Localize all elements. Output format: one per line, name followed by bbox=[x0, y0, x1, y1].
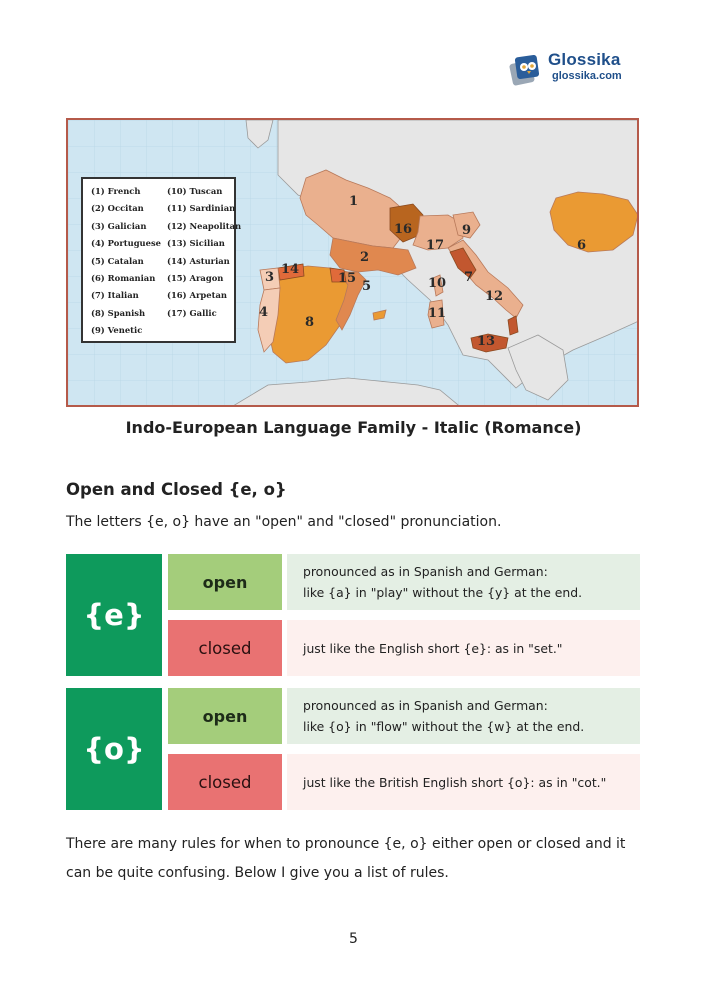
legend-column-left bbox=[91, 185, 161, 342]
legend-item: (16) Arpetan bbox=[167, 290, 227, 301]
map-label-portuguese: 4 bbox=[259, 305, 269, 320]
vowel-e-open-description bbox=[287, 554, 640, 610]
open-description-line1: pronounced as in Spanish and German: bbox=[303, 698, 548, 713]
map-label-neapolitan: 12 bbox=[485, 289, 504, 304]
vowel-e-closed-label: closed bbox=[168, 620, 282, 676]
map-label-venetic: 9 bbox=[462, 223, 472, 238]
legend-item: (17) Gallic bbox=[167, 307, 217, 318]
open-description-line2: like {o} in "flow" without the {w} at the end. bbox=[303, 719, 585, 734]
map-label-romanian: 6 bbox=[577, 238, 587, 253]
vowel-o-closed-description bbox=[287, 754, 640, 810]
open-description-line2: like {a} in "play" without the {y} at the end. bbox=[303, 585, 583, 600]
map-label-arpetan: 16 bbox=[394, 222, 413, 237]
map-label-sardinian: 11 bbox=[428, 306, 447, 321]
open-label-text: open bbox=[202, 572, 248, 592]
closed-description-text: just like the British English short {o}: as in "cot." bbox=[303, 774, 607, 790]
legend-item: (14) Asturian bbox=[167, 255, 230, 266]
map-label-aragon: 15 bbox=[338, 271, 357, 286]
legend-item: (1) French bbox=[91, 186, 141, 196]
map-label-tuscan: 10 bbox=[428, 276, 447, 291]
open-label-text: open bbox=[202, 706, 248, 726]
romance-languages-map bbox=[66, 118, 639, 407]
legend-item: (10) Tuscan bbox=[167, 186, 223, 196]
owl-logo-icon bbox=[508, 52, 544, 88]
map-label-occitan: 2 bbox=[360, 250, 370, 265]
legend-item: (5) Catalan bbox=[91, 255, 144, 266]
vowel-o-open-description bbox=[287, 688, 640, 744]
map-label-asturian: 14 bbox=[281, 262, 300, 277]
legend-item: (2) Occitan bbox=[91, 203, 144, 214]
legend-item: (12) Neapolitan bbox=[167, 220, 242, 231]
body-paragraph: There are many rules for when to pronounce {e, o} either open or closed and it can be quite confusing. Below I give you a list of rules. bbox=[66, 836, 626, 881]
vowel-o-open-label bbox=[168, 688, 282, 744]
open-description-line1: pronounced as in Spanish and German: bbox=[303, 564, 548, 579]
legend-item: (13) Sicilian bbox=[167, 238, 225, 249]
legend-item: (11) Sardinian bbox=[167, 203, 236, 214]
vowel-o-letter: {o} bbox=[66, 688, 162, 810]
legend-item: (15) Aragon bbox=[167, 272, 224, 283]
vowel-e-letter: {e} bbox=[66, 554, 162, 676]
vowel-o-closed-label: closed bbox=[168, 754, 282, 810]
map-label-catalan: 5 bbox=[362, 279, 372, 294]
map-label-gallic: 17 bbox=[426, 238, 445, 253]
logo-url: glossika.com bbox=[552, 70, 622, 82]
map-label-italian: 7 bbox=[464, 270, 474, 285]
map-caption: Indo-European Language Family - Italic (Romance) bbox=[125, 418, 582, 437]
glossika-logo bbox=[508, 50, 648, 90]
intro-text: The letters {e, o} have an "open" and "closed" pronunciation. bbox=[66, 514, 502, 530]
map-label-french: 1 bbox=[349, 194, 359, 209]
section-title: Open and Closed {e, o} bbox=[66, 480, 287, 499]
legend-column-right bbox=[167, 185, 241, 324]
legend-item: (6) Romanian bbox=[91, 272, 156, 283]
vowel-e-closed-description bbox=[287, 620, 640, 676]
vowel-e-open-label bbox=[168, 554, 282, 610]
legend-item: (9) Venetic bbox=[91, 325, 143, 336]
map-label-galician: 3 bbox=[265, 270, 275, 285]
legend-item: (4) Portuguese bbox=[91, 238, 162, 249]
map-legend bbox=[81, 177, 242, 343]
legend-item: (3) Galician bbox=[91, 220, 147, 231]
map-label-spanish: 8 bbox=[305, 315, 315, 330]
legend-item: (8) Spanish bbox=[91, 307, 146, 318]
closed-description-text: just like the English short {e}: as in "set." bbox=[303, 640, 563, 656]
page-number: 5 bbox=[349, 931, 358, 947]
map-label-sicilian: 13 bbox=[477, 334, 496, 349]
legend-item: (7) Italian bbox=[91, 290, 139, 301]
logo-name: Glossika bbox=[548, 50, 621, 69]
